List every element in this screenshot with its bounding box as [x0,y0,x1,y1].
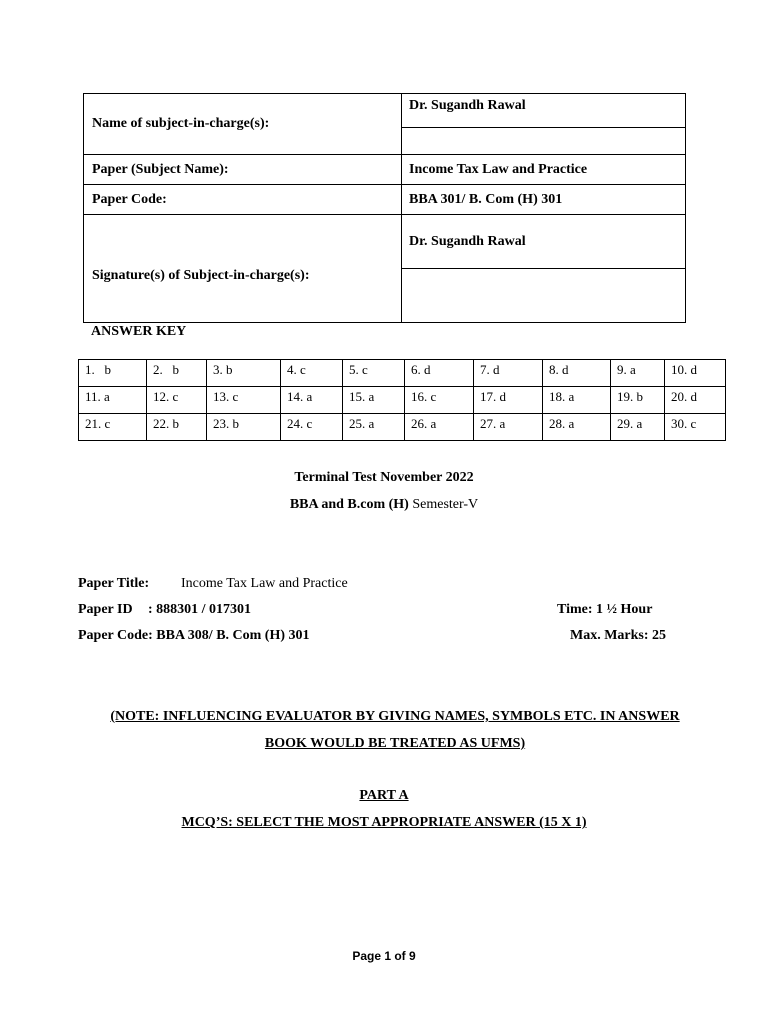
signature-value: Dr. Sugandh Rawal [402,215,686,269]
answer-key-table [78,359,726,441]
answer-key-cell: 16. c [405,387,474,414]
answer-key-cell: 11. a [79,387,147,414]
answer-key-cell: 15. a [343,387,405,414]
answer-key-row [79,387,726,414]
answer-key-cell: 20. d [665,387,726,414]
answer-key-cell: 1. b [79,360,147,387]
answer-key-cell: 2. b [147,360,207,387]
part-instruction: MCQ’S: SELECT THE MOST APPROPRIATE ANSWER (15 X 1) [181,815,587,830]
semester: Semester-V [412,497,479,512]
answer-key-cell: 12. c [147,387,207,414]
answer-key-cell: 9. a [611,360,665,387]
paper-code: Paper Code: BBA 308/ B. Com (H) 301 [78,628,310,643]
answer-key-cell: 7. d [474,360,543,387]
code-value: BBA 301/ B. Com (H) 301 [402,185,686,215]
answer-key-cell: 25. a [343,414,405,441]
code-label: Paper Code: [84,185,402,215]
paper-id-value: : 888301 / 017301 [148,602,252,617]
answer-key-cell: 26. a [405,414,474,441]
name-value-empty [402,128,686,155]
answer-key-cell: 18. a [543,387,611,414]
answer-key-cell: 4. c [281,360,343,387]
answer-key-cell: 10. d [665,360,726,387]
answer-key-cell: 27. a [474,414,543,441]
name-value: Dr. Sugandh Rawal [402,94,686,128]
signature-label: Signature(s) of Subject-in-charge(s): [84,215,402,323]
answer-key-cell: 23. b [207,414,281,441]
page-number: Page 1 of 9 [352,949,416,963]
paper-title-value: Income Tax Law and Practice [181,576,348,591]
paper-value: Income Tax Law and Practice [402,155,686,185]
program-line [0,497,768,513]
answer-key-cell: 8. d [543,360,611,387]
answer-key-row [79,360,726,387]
time: Time: 1 ½ Hour [557,602,653,617]
note-line-1: (NOTE: INFLUENCING EVALUATOR BY GIVING NAMES, SYMBOLS ETC. IN ANSWER [110,709,680,724]
signature-empty [402,269,686,323]
note-line-2: BOOK WOULD BE TREATED AS UFMS) [264,736,526,751]
answer-key-cell: 30. c [665,414,726,441]
answer-key-cell: 22. b [147,414,207,441]
name-label: Name of subject-in-charge(s): [84,94,402,155]
answer-key-title: ANSWER KEY [91,324,187,339]
answer-key-cell: 3. b [207,360,281,387]
answer-key-row [79,414,726,441]
part-title: PART A [359,788,409,803]
paper-label: Paper (Subject Name): [84,155,402,185]
test-title: Terminal Test November 2022 [294,470,474,485]
answer-key-cell: 14. a [281,387,343,414]
answer-key-cell: 29. a [611,414,665,441]
answer-key-cell: 6. d [405,360,474,387]
subject-info-table [83,93,686,323]
note [70,703,720,757]
max-marks: Max. Marks: 25 [570,628,667,643]
answer-key-cell: 17. d [474,387,543,414]
answer-key-cell: 19. b [611,387,665,414]
paper-id-label: Paper ID [78,602,133,617]
answer-key-cell: 13. c [207,387,281,414]
program-name: BBA and B.com (H) [289,497,409,512]
answer-key-cell: 21. c [79,414,147,441]
answer-key-cell: 5. c [343,360,405,387]
paper-title-label: Paper Title: [78,576,150,591]
answer-key-cell: 28. a [543,414,611,441]
answer-key-cell: 24. c [281,414,343,441]
